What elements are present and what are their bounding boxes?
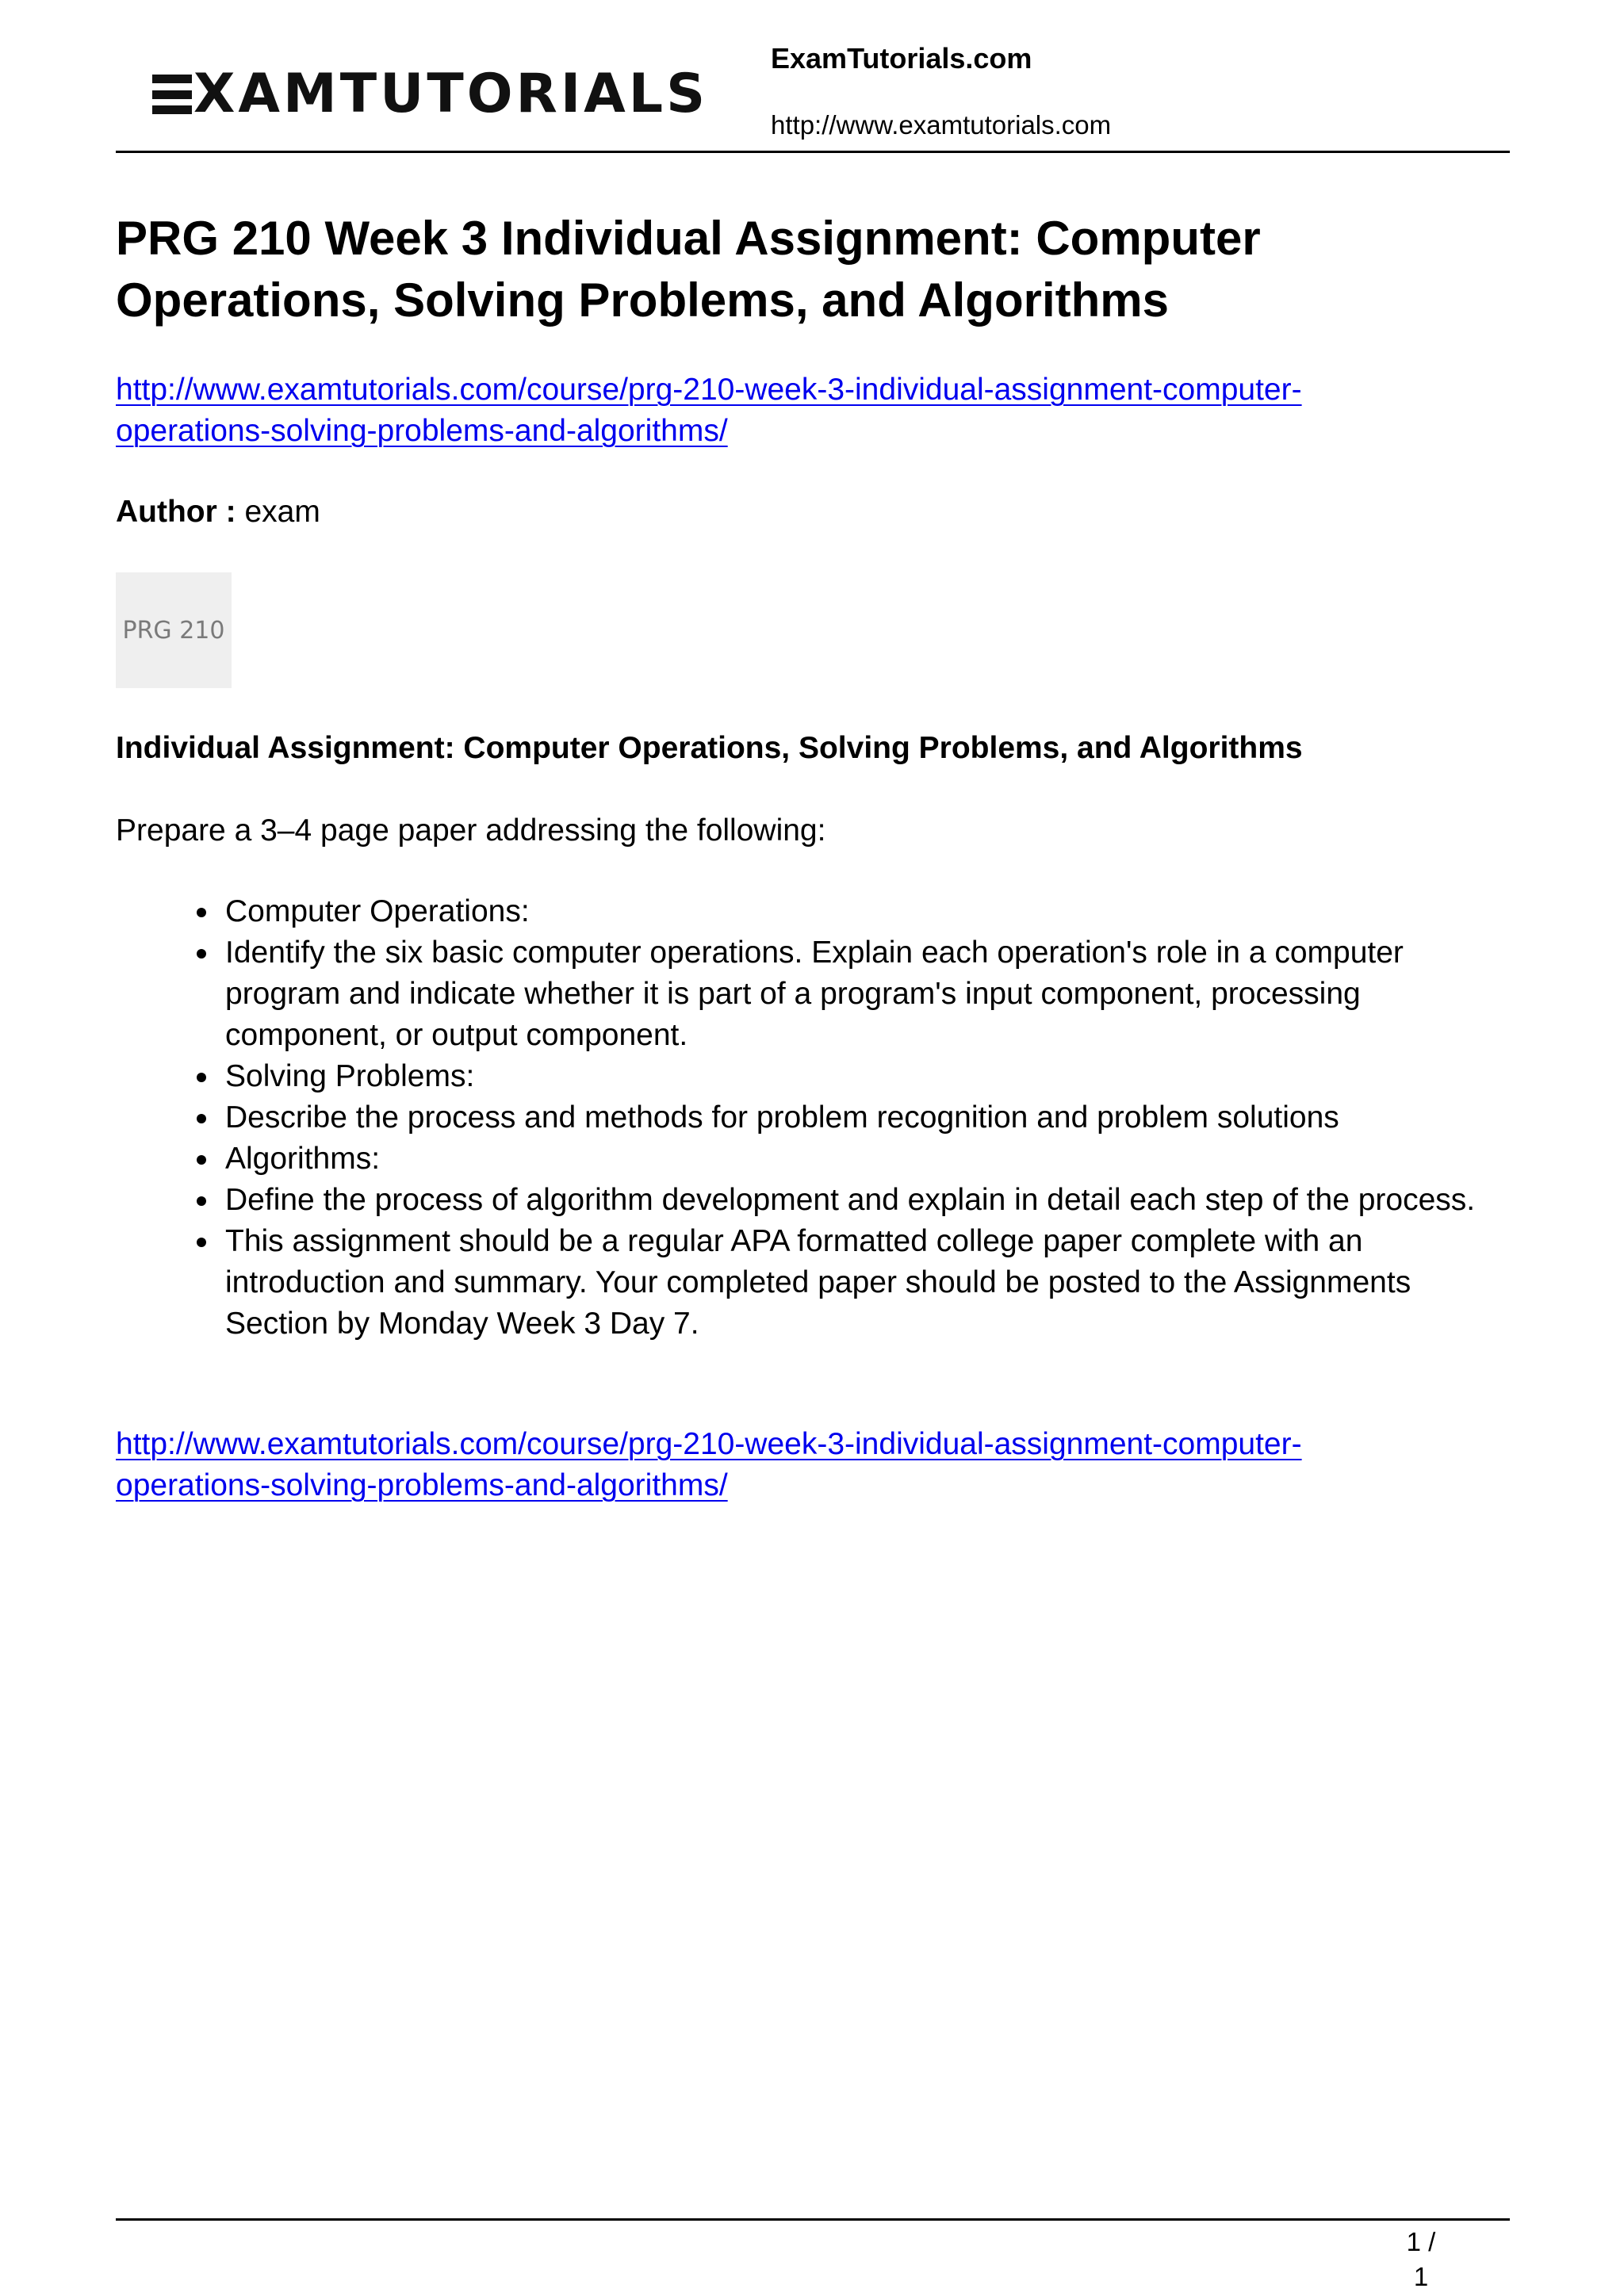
course-link-bottom[interactable] — [116, 1424, 1496, 1506]
list-item: Computer Operations: — [225, 891, 1510, 932]
logo-text: XAMTUTORIALS — [193, 63, 709, 125]
author-name: exam — [244, 495, 320, 529]
author-line — [116, 492, 320, 533]
examtutorials-logo[interactable] — [152, 63, 709, 125]
list-item: This assignment should be a regular APA formatted college paper complete with an introduction and summary. Your completed paper should be posted to the Assignments Section by Monday Week 3 Day 7. — [225, 1221, 1510, 1345]
intro-text: Prepare a 3–4 page paper addressing the following: — [116, 813, 826, 848]
thumbnail-text: PRG 210 — [122, 616, 225, 645]
list-item: Identify the six basic computer operations. Explain each operation's role in a computer program and indicate whether it is part of a program's input component, processing component, or output component. — [225, 932, 1510, 1056]
course-thumbnail — [116, 572, 232, 688]
course-link-line-2[interactable]: operations-solving-problems-and-algorithms/ — [116, 1468, 728, 1502]
course-link-line-1[interactable]: http://www.examtutorials.com/course/prg-210-week-3-individual-assignment-computer- — [116, 373, 1302, 407]
footer-divider — [116, 2218, 1510, 2221]
course-link-line-2[interactable]: operations-solving-problems-and-algorithms/ — [116, 414, 728, 448]
site-url: http://www.examtutorials.com — [771, 110, 1112, 140]
assignment-subheading: Individual Assignment: Computer Operations, Solving Problems, and Algorithms — [116, 731, 1303, 765]
course-link-line-1[interactable]: http://www.examtutorials.com/course/prg-210-week-3-individual-assignment-computer- — [116, 1427, 1302, 1461]
list-item: Algorithms: — [225, 1138, 1510, 1180]
list-item: Define the process of algorithm development and explain in detail each step of the process. — [225, 1180, 1510, 1221]
list-item: Solving Problems: — [225, 1056, 1510, 1097]
course-link-top[interactable] — [116, 369, 1496, 452]
author-label: Author : — [116, 495, 236, 529]
list-item: Describe the process and methods for problem recognition and problem solutions — [225, 1097, 1510, 1138]
site-name: ExamTutorials.com — [771, 42, 1032, 75]
page-title: PRG 210 Week 3 Individual Assignment: Computer Operations, Solving Problems, and Algorithms — [116, 212, 1261, 327]
page-number: 1 / 1 — [1406, 2227, 1436, 2291]
header-divider — [116, 151, 1510, 153]
logo-e-mark-icon — [152, 75, 192, 114]
requirements-list — [225, 891, 1510, 1345]
